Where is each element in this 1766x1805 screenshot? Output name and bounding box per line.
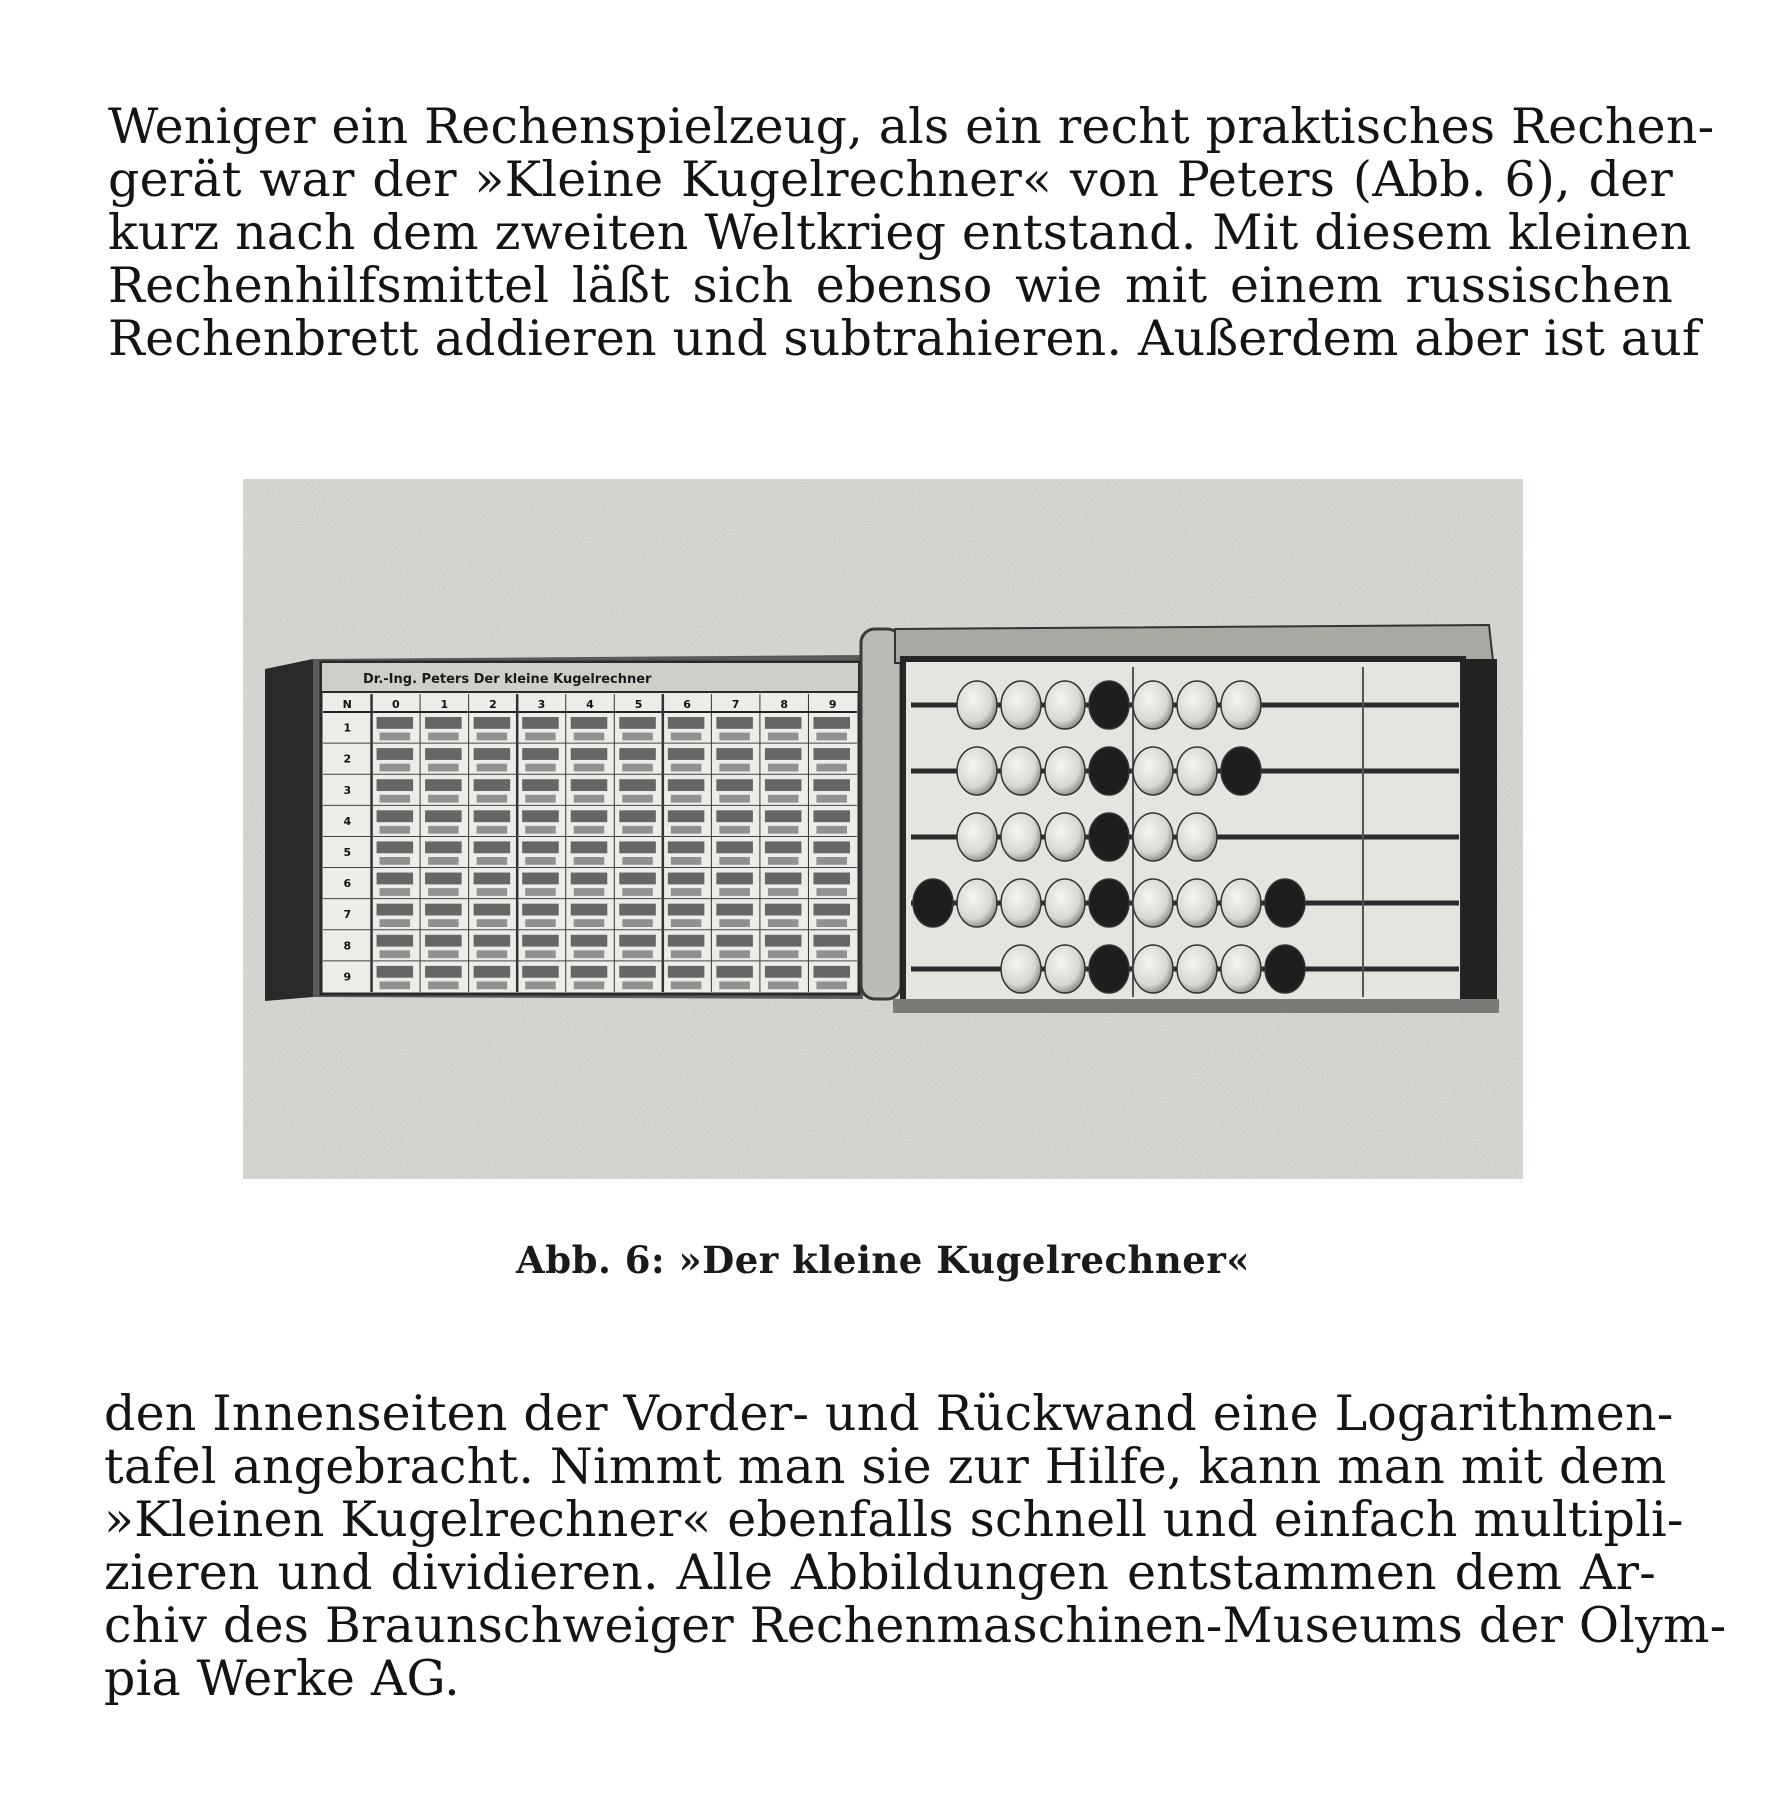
- paragraph-bottom-line: den Innenseiten der Vorder- und Rückwand eine Logarithmen-: [104, 1385, 1674, 1442]
- paragraph-top-line: Rechenbrett addieren und subtrahieren. Außerdem aber ist auf: [108, 310, 1701, 367]
- log-table-column-number: 3: [537, 698, 546, 711]
- log-table-column-number: 4: [586, 698, 594, 711]
- paragraph-top: [108, 98, 1715, 367]
- log-table-row-number: 7: [343, 908, 352, 922]
- kugelrechner-photo: [243, 479, 1523, 1179]
- paragraph-bottom: [104, 1385, 1727, 1707]
- log-table-row-number: 3: [343, 783, 352, 797]
- log-table-row-number: 2: [343, 752, 352, 766]
- log-table-row-number: 5: [343, 846, 352, 859]
- box-hinge: [861, 629, 901, 999]
- log-table-column-number: 0: [391, 698, 400, 711]
- figure-caption: Abb. 6: »Der kleine Kugelrechner«: [516, 1238, 1250, 1282]
- paragraph-bottom-line: pia Werke AG.: [104, 1650, 460, 1707]
- abacus-base: [893, 999, 1499, 1013]
- figure-photo: [243, 479, 1523, 1179]
- log-table-column-number: 1: [440, 698, 449, 711]
- logarithm-table: [321, 662, 859, 994]
- log-table-header: Dr.-Ing. Peters Der kleine Kugelrechner: [363, 672, 652, 687]
- log-table-column-number: 9: [828, 698, 837, 711]
- paragraph-top-line: Weniger ein Rechenspielzeug, als ein recht praktisches Rechen-: [108, 98, 1715, 155]
- log-table-row-number: 1: [343, 721, 352, 735]
- log-table-column-number: N: [342, 698, 352, 711]
- box-left-end: [265, 659, 313, 1001]
- log-table-column-number: 6: [683, 698, 691, 711]
- paragraph-top-line: Rechenhilfsmittel läßt sich ebenso wie mit einem russischen: [108, 257, 1673, 314]
- log-table-row-number: 4: [343, 814, 352, 828]
- log-table-column-number: 7: [731, 698, 740, 711]
- log-table-row-number: 6: [343, 877, 352, 891]
- log-table-column-number: 8: [780, 698, 789, 711]
- log-table-row-number: 8: [343, 939, 352, 953]
- paragraph-bottom-line: »Kleinen Kugelrechner« ebenfalls schnell und einfach multipli-: [104, 1491, 1684, 1548]
- paragraph-bottom-line: zieren und dividieren. Alle Abbildungen entstammen dem Ar-: [104, 1544, 1656, 1601]
- abacus-right-end: [1461, 659, 1497, 1004]
- paragraph-bottom-line: tafel angebracht. Nimmt man sie zur Hilfe, kann man mit dem: [104, 1438, 1667, 1495]
- log-table-column-number: 2: [489, 698, 497, 711]
- paragraph-top-line: gerät war der »Kleine Kugelrechner« von Peters (Abb. 6), der: [108, 151, 1673, 208]
- log-table-column-number: 5: [634, 698, 643, 711]
- paragraph-bottom-line: chiv des Braunschweiger Rechenmaschinen-Museums der Olym-: [104, 1597, 1727, 1654]
- log-table-row-number: 9: [343, 970, 352, 984]
- paragraph-top-line: kurz nach dem zweiten Weltkrieg entstand. Mit diesem kleinen: [108, 204, 1692, 261]
- log-table-row-numbers: [343, 722, 351, 984]
